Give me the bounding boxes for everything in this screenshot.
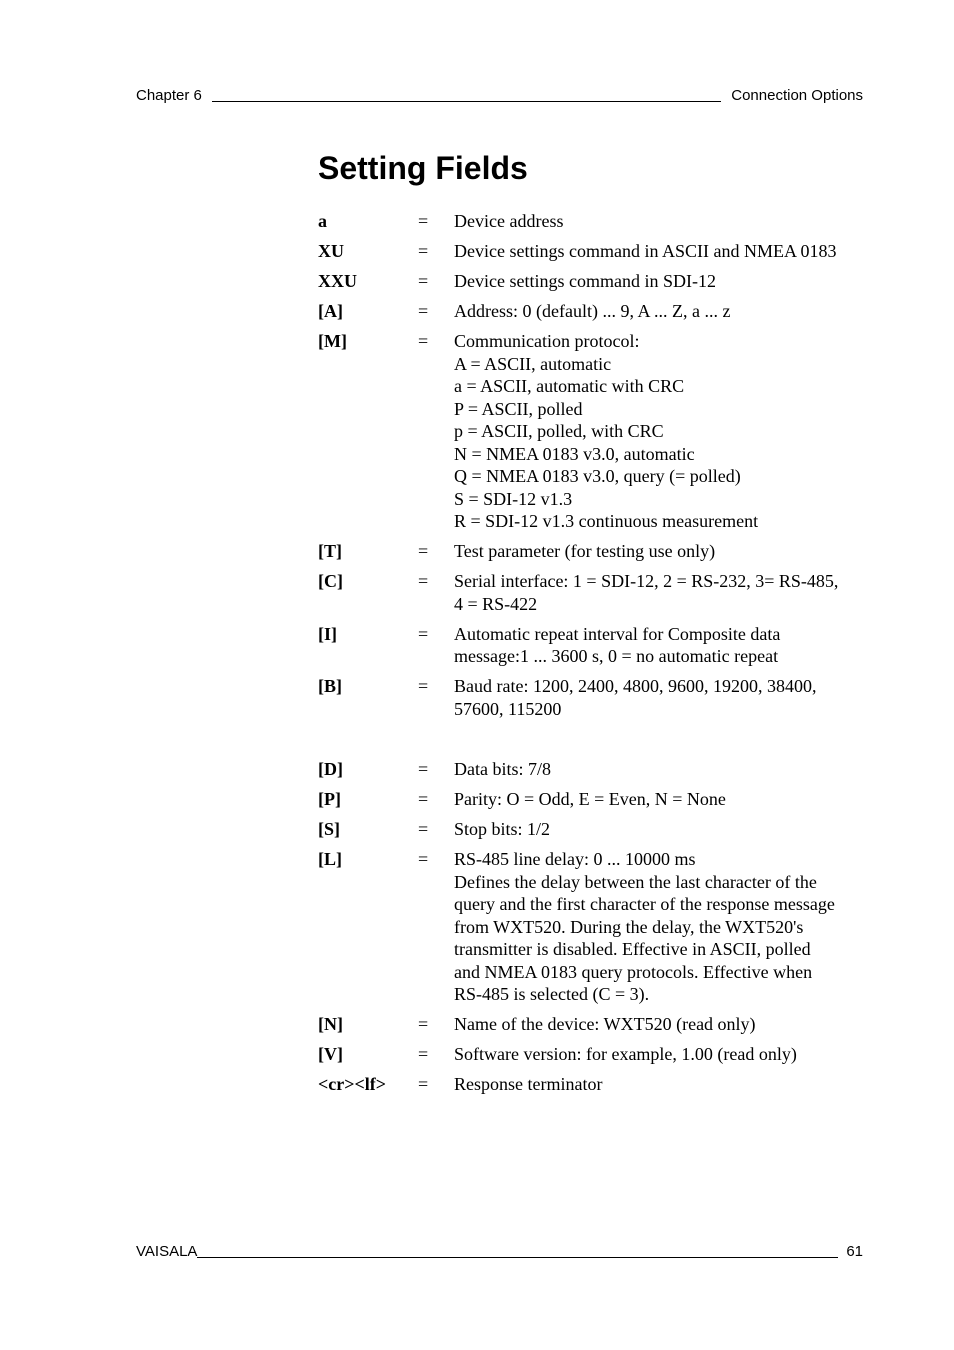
field-row [318,818,868,841]
description-line: transmitter is disabled. Effective in ASCII, polled [454,939,811,959]
description-line: R = SDI-12 v1.3 continuous measurement [454,511,759,531]
field-description [454,210,868,233]
field-row [318,788,868,811]
field-row [318,623,868,668]
description-line: N = NMEA 0183 v3.0, automatic [454,443,695,464]
equals-sign: = [418,1014,429,1034]
field-description [454,1013,868,1036]
description-line: Baud rate: 1200, 2400, 4800, 9600, 19200, 38400, [454,676,817,696]
description-line: Parity: O = Odd, E = Even, N = None [454,789,726,809]
field-term: [C] [318,571,343,591]
description-line: Device settings command in SDI-12 [454,271,716,291]
company-name: VAISALA [136,1243,198,1260]
description-line: Automatic repeat interval for Composite data [454,623,781,644]
page-number: 61 [846,1243,863,1260]
description-line: Communication protocol: [454,331,640,351]
description-line: Device address [454,211,564,231]
field-description [454,623,868,668]
equals-sign: = [418,571,429,591]
field-description [454,240,868,263]
equals-sign: = [418,789,429,809]
field-description [454,848,868,1006]
description-line: 4 = RS-422 [454,593,538,614]
field-description [454,330,868,533]
equals-sign: = [418,541,429,561]
field-row [318,300,868,323]
description-line: Defines the delay between the last character of the [454,871,817,892]
description-line: query and the first character of the response message [454,894,835,914]
equals-sign: = [418,331,429,351]
field-row [318,1073,868,1096]
field-term: <cr><lf> [318,1074,387,1094]
field-description [454,788,868,811]
description-line: and NMEA 0183 query protocols. Effective when [454,961,813,982]
field-term: [P] [318,789,341,809]
field-row [318,1013,868,1036]
equals-sign: = [418,271,429,291]
page-title: Setting Fields [318,150,528,186]
page-footer [136,1242,863,1262]
description-line: p = ASCII, polled, with CRC [454,421,664,441]
field-row [318,1043,868,1066]
equals-sign: = [418,241,429,261]
header-rule [212,100,721,102]
description-line: Data bits: 7/8 [454,759,551,779]
equals-sign: = [418,759,429,779]
field-description [454,1073,868,1096]
equals-sign: = [418,301,429,321]
equals-sign: = [418,623,429,644]
description-line: Stop bits: 1/2 [454,819,551,839]
chapter-label: Chapter 6 [136,87,202,104]
field-term: XU [318,241,344,261]
field-description [454,270,868,293]
description-line: S = SDI-12 v1.3 [454,488,573,509]
field-term: XXU [318,271,357,291]
field-row [318,675,868,720]
field-row [318,570,868,615]
field-row [318,330,868,533]
description-line: Device settings command in ASCII and NMEA 0183 [454,241,837,261]
field-term: [I] [318,623,337,644]
description-line: RS-485 line delay: 0 ... 10000 ms [454,849,696,869]
field-description [454,540,868,563]
page-header [136,86,863,106]
field-row [318,270,868,293]
description-line: message:1 ... 3600 s, 0 = no automatic repeat [454,646,779,666]
field-term: a [318,211,327,231]
description-line: Address: 0 (default) ... 9, A ... Z, a ... z [454,301,731,321]
description-line: A = ASCII, automatic [454,353,612,374]
field-term: [N] [318,1014,343,1034]
description-line: 57600, 115200 [454,698,562,719]
field-description [454,818,868,841]
description-line: Response terminator [454,1074,603,1094]
field-term: [V] [318,1044,343,1064]
footer-rule [197,1256,838,1258]
description-line: P = ASCII, polled [454,398,583,419]
field-description [454,300,868,323]
equals-sign: = [418,819,429,839]
field-term: [M] [318,331,347,351]
field-description [454,1043,868,1066]
field-description [454,675,868,720]
field-term: [B] [318,676,342,696]
settings-field-list [318,210,868,1103]
field-row [318,210,868,233]
field-term: [L] [318,849,342,869]
description-line: Name of the device: WXT520 (read only) [454,1014,756,1034]
field-row [318,758,868,781]
field-term: [D] [318,759,343,779]
description-line: Software version: for example, 1.00 (read only) [454,1044,797,1064]
equals-sign: = [418,849,429,869]
equals-sign: = [418,211,429,231]
field-row [318,240,868,263]
description-line: Q = NMEA 0183 v3.0, query (= polled) [454,466,741,486]
equals-sign: = [418,1074,429,1094]
field-description [454,758,868,781]
field-term: [S] [318,819,340,839]
description-line: Test parameter (for testing use only) [454,541,716,561]
equals-sign: = [418,1044,429,1064]
description-line: RS-485 is selected (C = 3). [454,984,650,1004]
field-row [318,540,868,563]
description-line: from WXT520. During the delay, the WXT520's [454,916,804,937]
equals-sign: = [418,676,429,696]
field-row [318,848,868,1006]
field-term: [A] [318,301,343,321]
field-description [454,570,868,615]
description-line: a = ASCII, automatic with CRC [454,376,685,396]
field-term: [T] [318,541,342,561]
description-line: Serial interface: 1 = SDI-12, 2 = RS-232, 3= RS-485, [454,571,839,591]
section-label: Connection Options [731,87,863,104]
